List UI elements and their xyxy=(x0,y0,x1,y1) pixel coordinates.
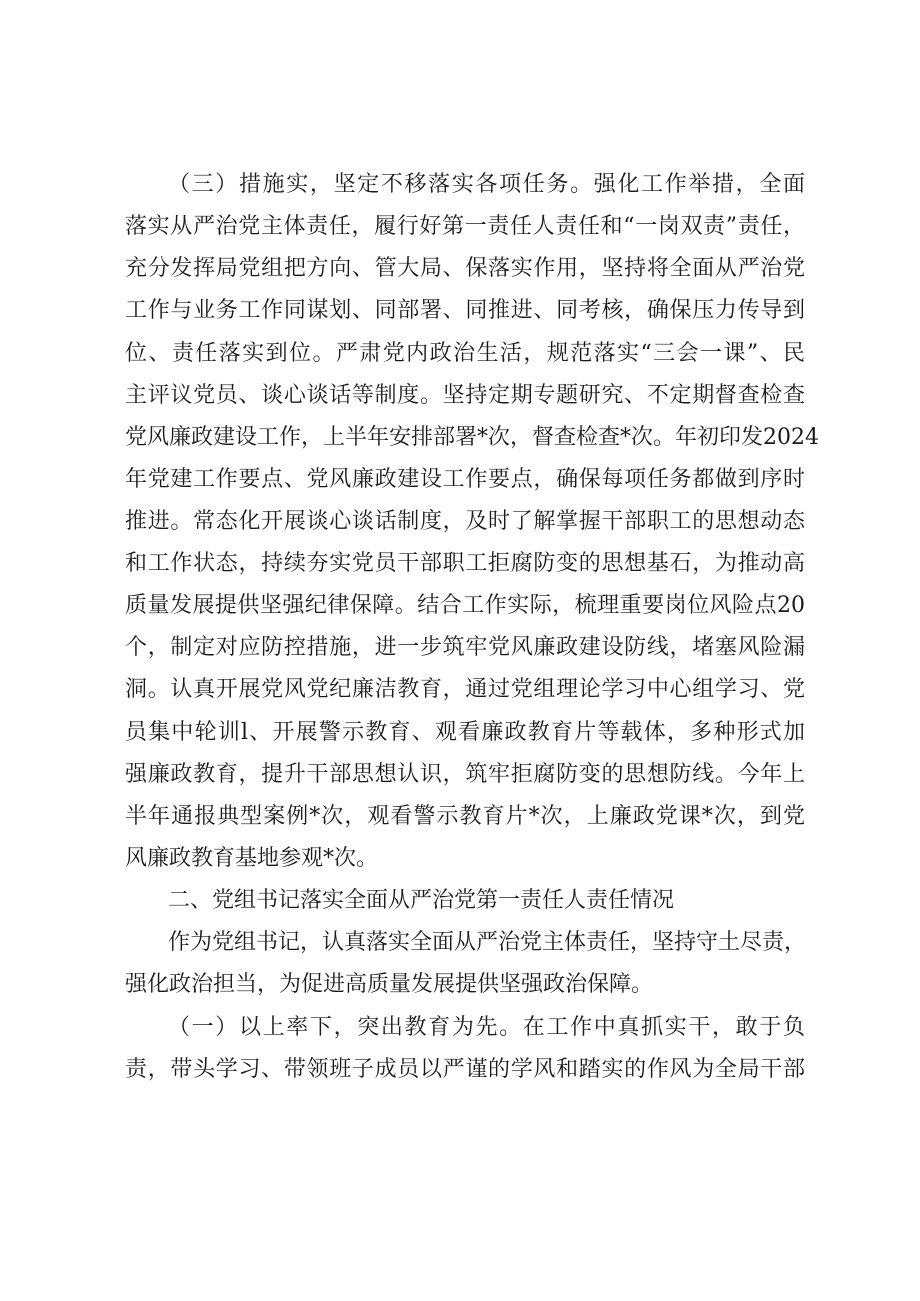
paragraph-line: （一）以上率下，突出教育为先。在工作中真抓实干，敢于负 xyxy=(168,1015,805,1040)
paragraph-line: 和工作状态，持续夯实党员干部职工拒腐防变的思想基石，为推动高 xyxy=(125,551,805,576)
paragraph-line: 党风廉政建设工作，上半年安排部署*次，督查检查*次。年初印发2024 xyxy=(125,425,819,450)
paragraph-line: 质量发展提供坚强纪律保障。结合工作实际，梳理重要岗位风险点20 xyxy=(125,593,805,618)
paragraph-line: 落实从严治党主体责任，履行好第一责任人责任和“一岗双责”责任， xyxy=(125,214,805,239)
section-heading: 二、党组书记落实全面从严治党第一责任人责任情况 xyxy=(168,888,675,913)
paragraph-line: 个，制定对应防控措施，进一步筑牢党风廉政建设防线，堵塞风险漏 xyxy=(125,635,805,660)
paragraph-line: 强化政治担当，为促进高质量发展提供坚强政治保障。 xyxy=(125,972,654,997)
paragraph-line: 责，带头学习、带领班子成员以严谨的学风和踏实的作风为全局干部 xyxy=(125,1057,805,1082)
paragraph-line: 风廉政教育基地参观*次。 xyxy=(125,846,379,871)
paragraph-line: 年党建工作要点、党风廉政建设工作要点，确保每项任务都做到序时 xyxy=(125,467,805,492)
paragraph-line: 半年通报典型案例*次，观看警示教育片*次，上廉政党课*次，到党 xyxy=(125,804,805,829)
paragraph-line: 员集中轮训l、开展警示教育、观看廉政教育片等载体，多种形式加 xyxy=(125,720,805,745)
paragraph-line: 充分发挥局党组把方向、管大局、保落实作用，坚持将全面从严治党 xyxy=(125,256,805,281)
paragraph-line: （三）措施实，坚定不移落实各项任务。强化工作举措，全面 xyxy=(168,172,805,197)
paragraph-line: 洞。认真开展党风党纪廉洁教育，通过党组理论学习中心组学习、党 xyxy=(125,677,805,702)
paragraph-line: 工作与业务工作同谋划、同部署、同推进、同考核，确保压力传导到 xyxy=(125,298,805,323)
paragraph-line: 位、责任落实到位。严肃党内政治生活，规范落实“三会一课”、民 xyxy=(125,341,805,366)
paragraph-line: 主评议党员、谈心谈话等制度。坚持定期专题研究、不定期督查检查 xyxy=(125,383,805,408)
paragraph-line: 强廉政教育，提升干部思想认识，筑牢拒腐防变的思想防线。今年上 xyxy=(125,762,805,787)
paragraph-line: 推进。常态化开展谈心谈话制度，及时了解掌握干部职工的思想动态 xyxy=(125,509,805,534)
paragraph-line: 作为党组书记，认真落实全面从严治党主体责任，坚持守土尽责， xyxy=(168,930,807,955)
